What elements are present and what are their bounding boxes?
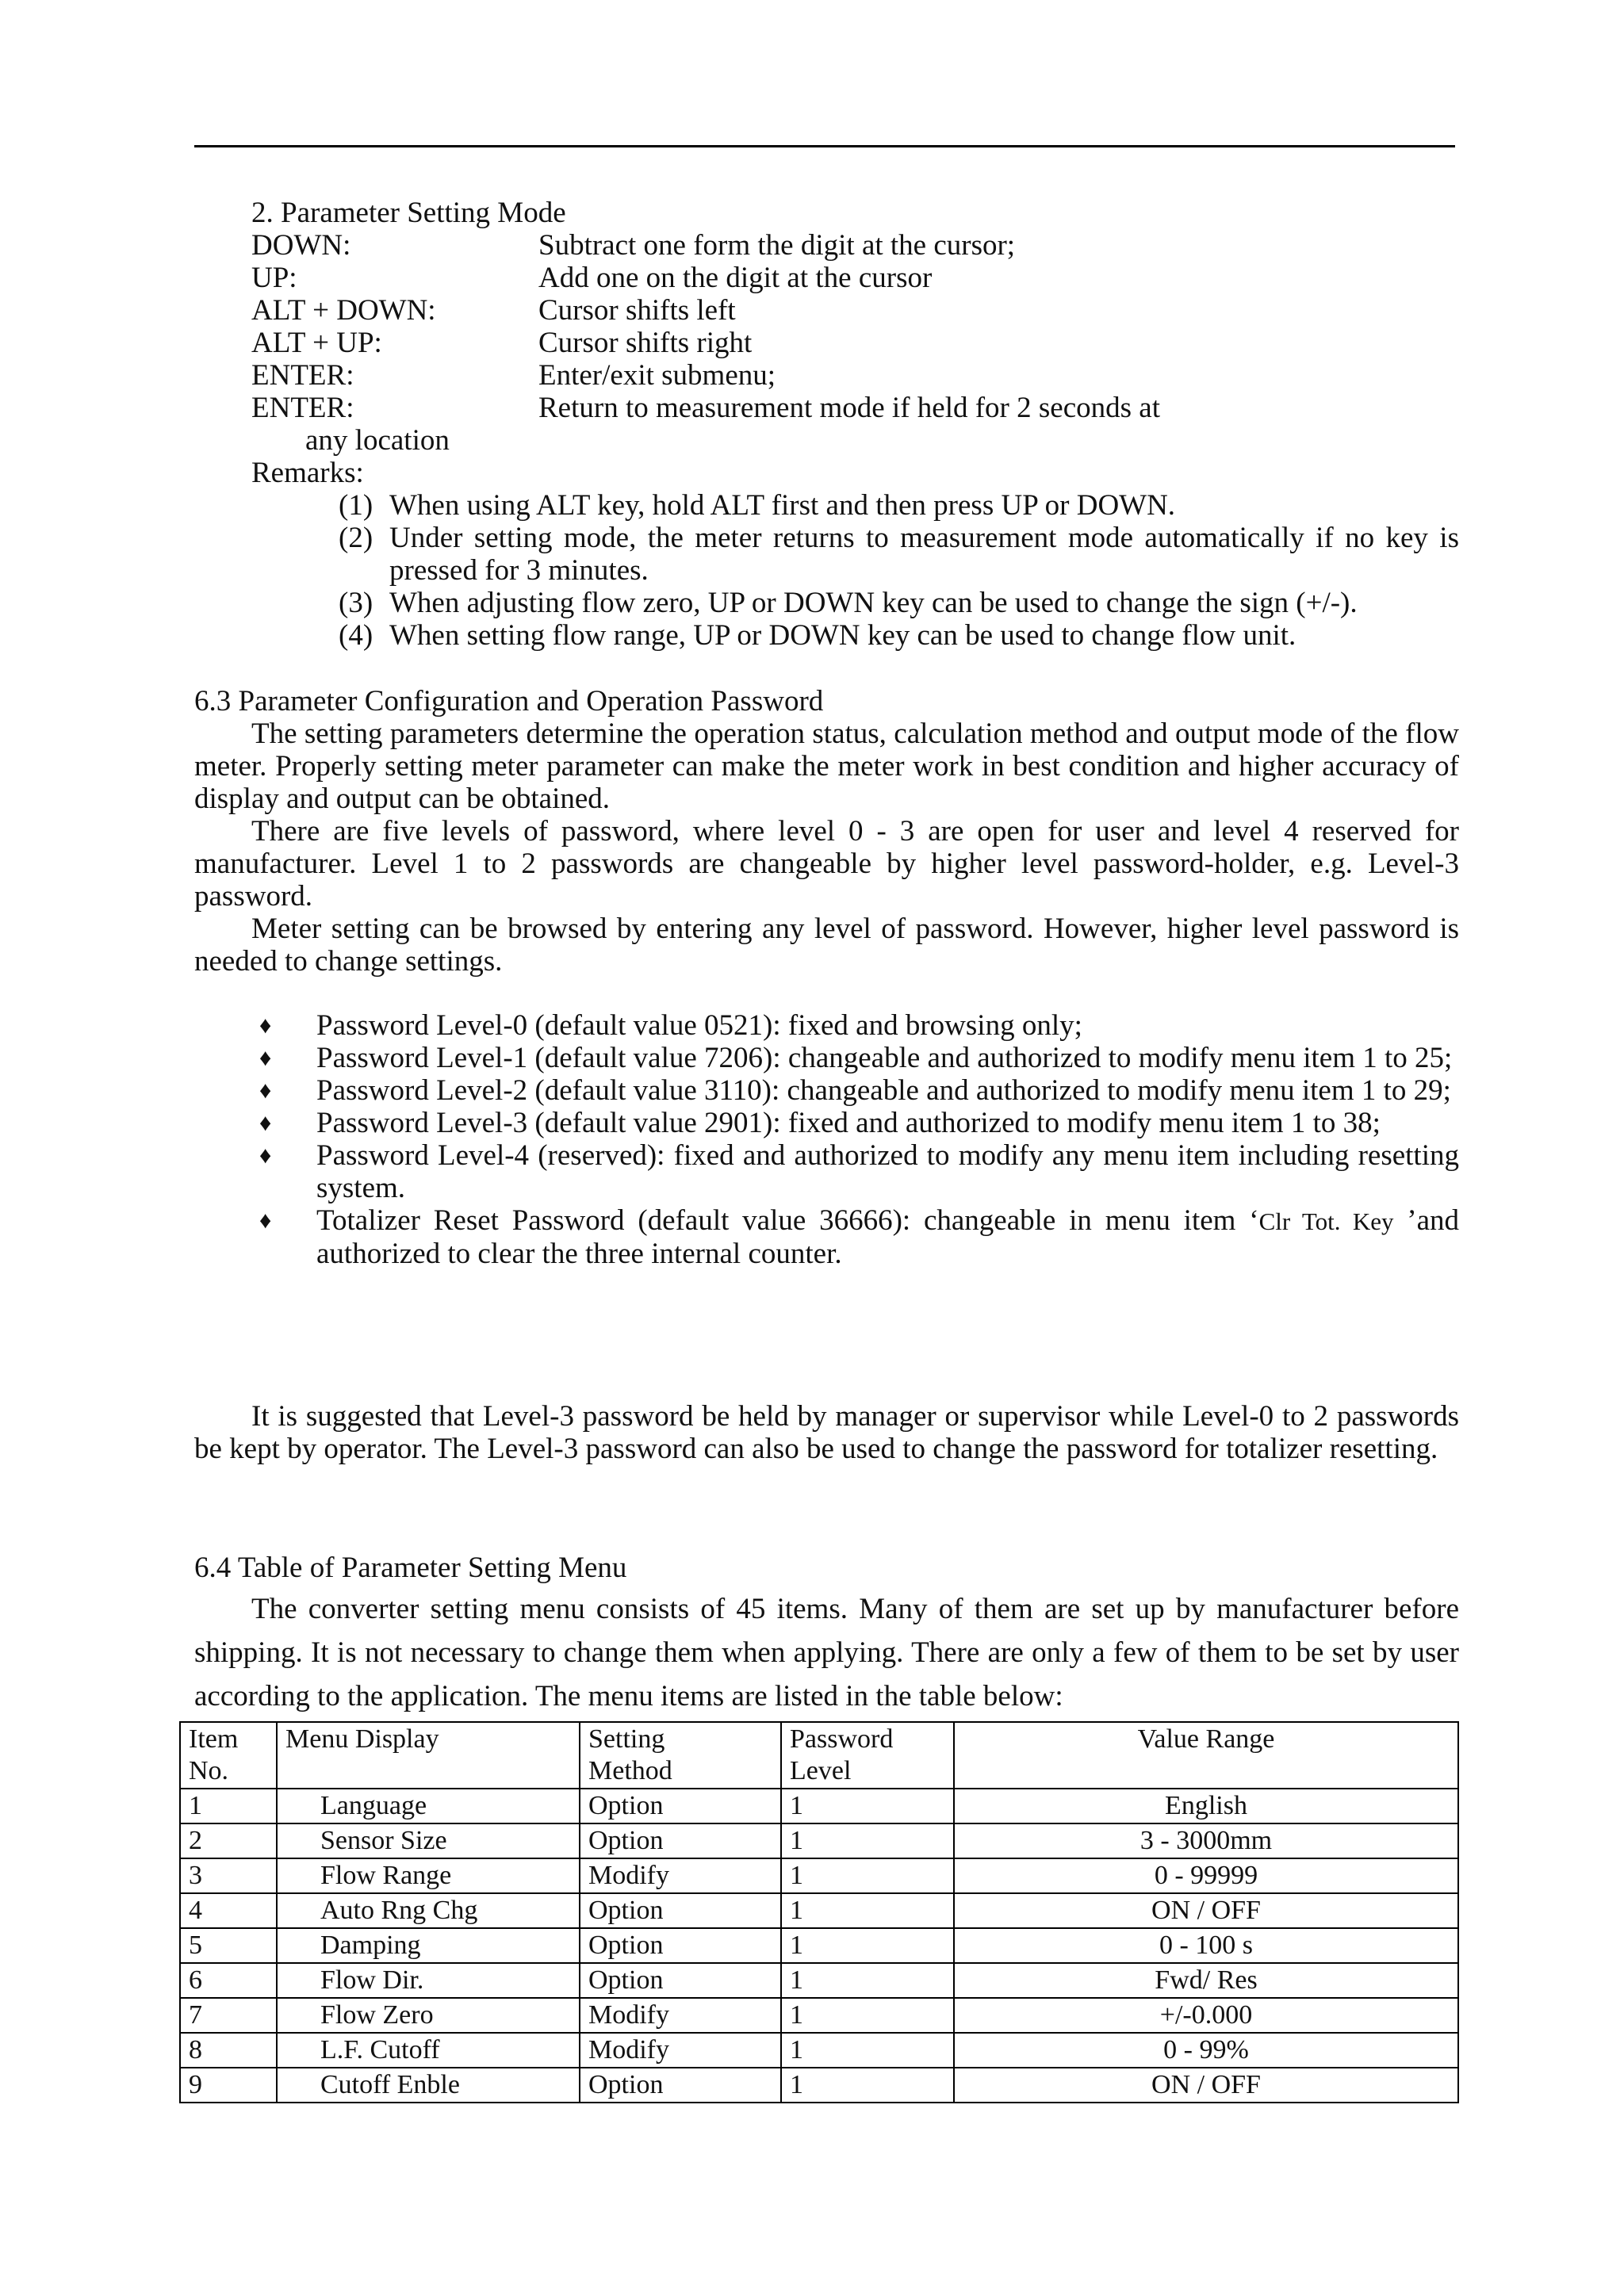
password-bullet [259,1107,1459,1139]
cell-menu-display: Language [277,1789,580,1823]
table-row [180,1823,1458,1858]
parameter-setting-mode [194,197,1459,652]
cell-password-level: 1 [781,1789,954,1823]
cell-password-level: 1 [781,1963,954,1998]
header-password-level [781,1722,954,1789]
cell-menu-display: Auto Rng Chg [277,1893,580,1928]
header-line: Method [588,1756,672,1785]
paragraph: The setting parameters determine the operation status, calculation method and output mode of the flow meter. Properly setting meter parameter can make the meter work in best condition and higher accuracy of display and output can be obtained. [194,718,1459,815]
header-setting-method [580,1722,781,1789]
key-continuation: any location [305,424,450,457]
remark-number: (4) [339,619,373,652]
bullet-text: Password Level-1 (default value 7206): changeable and authorized to modify menu item 1 to 25; [316,1042,1453,1074]
cell-password-level: 1 [781,1928,954,1963]
cell-menu-display: Flow Zero [277,1998,580,2033]
cell-password-level: 1 [781,1858,954,1893]
remark-text: When setting flow range, UP or DOWN key can be used to change flow unit. [389,619,1297,652]
cell-password-level: 1 [781,1893,954,1928]
key-name: ALT + UP: [251,327,382,359]
header-line: Password [790,1724,894,1754]
mode-heading: 2. Parameter Setting Mode [251,197,566,229]
key-name: UP: [251,262,297,294]
header-menu-display [277,1722,580,1789]
cell-value-range: 0 - 99999 [954,1858,1458,1893]
key-description: Cursor shifts right [538,327,753,359]
cell-setting-method: Option [580,1789,781,1823]
remark-item [339,522,1459,587]
password-list [194,1009,1459,1270]
cell-setting-method: Modify [580,1998,781,2033]
parameter-menu-table [179,1721,1459,2103]
bullet-text-after: ’and authorized to clear the three internal counter. [316,1204,1459,1270]
remark-text: When adjusting flow zero, UP or DOWN key can be used to change the sign (+/-). [389,587,1358,619]
cell-menu-display: Sensor Size [277,1823,580,1858]
cell-menu-display: Cutoff Enble [277,2068,580,2103]
paragraph: Meter setting can be browsed by entering any level of password. However, higher level password is needed to change settings. [194,913,1459,978]
diamond-bullet-icon: ♦ [259,1110,272,1136]
cell-menu-display: Damping [277,1928,580,1963]
bullet-text: Password Level-0 (default value 0521): fixed and browsing only; [316,1009,1082,1042]
key-row [251,359,1459,392]
remark-item [339,587,1459,619]
remark-item [339,619,1459,652]
password-bullet [259,1139,1459,1204]
cell-setting-method: Option [580,1963,781,1998]
table-row [180,1998,1458,2033]
bullet-text: Password Level-2 (default value 3110): changeable and authorized to modify menu item 1 to 29; [316,1074,1451,1107]
cell-item-no: 9 [180,2068,277,2103]
key-description: Subtract one form the digit at the cursor; [538,229,1016,262]
key-row [251,262,1459,294]
cell-item-no: 4 [180,1893,277,1928]
cell-item-no: 3 [180,1858,277,1893]
header-line: Item [189,1724,239,1754]
bullet-text: Password Level-3 (default value 2901): fixed and authorized to modify menu item 1 to 38; [316,1107,1381,1139]
cell-item-no: 7 [180,1998,277,2033]
cell-value-range: 0 - 99% [954,2033,1458,2068]
menu-item-name: Clr Tot. Key [1258,1207,1394,1235]
closing-paragraph: It is suggested that Level-3 password be held by manager or supervisor while Level-0 to 2 passwords be kept by operator. The Level-3 password can also be used to change the password for totalizer resetting. [194,1400,1459,1465]
table-row [180,1963,1458,1998]
remark-number: (2) [339,522,373,554]
table-row [180,2033,1458,2068]
table-row [180,1858,1458,1893]
key-row [251,229,1459,262]
cell-value-range: Fwd/ Res [954,1963,1458,1998]
header-rule [194,145,1455,147]
cell-setting-method: Modify [580,1858,781,1893]
cell-password-level: 1 [781,1823,954,1858]
key-name: ALT + DOWN: [251,294,436,327]
diamond-bullet-icon: ♦ [259,1077,272,1104]
key-row [251,294,1459,327]
key-name: DOWN: [251,229,351,262]
header-line: Level [790,1756,852,1785]
remark-number: (1) [339,489,373,522]
cell-value-range: ON / OFF [954,2068,1458,2103]
diamond-bullet-icon: ♦ [259,1045,272,1071]
cell-menu-display: Flow Range [277,1858,580,1893]
bullet-text-before: Totalizer Reset Password (default value 36666): changeable in menu item ‘ [316,1204,1259,1237]
cell-value-range: English [954,1789,1458,1823]
cell-item-no: 6 [180,1963,277,1998]
section-6-3-heading: 6.3 Parameter Configuration and Operation Password [194,685,824,718]
bullet-text: Password Level-4 (reserved): fixed and authorized to modify any menu item including resetting system. [316,1139,1459,1204]
section-6-4-heading: 6.4 Table of Parameter Setting Menu [194,1552,627,1584]
remark-text: When using ALT key, hold ALT first and then press UP or DOWN. [389,489,1176,522]
header-value-range [954,1722,1458,1789]
paragraph: There are five levels of password, where level 0 - 3 are open for user and level 4 reserved for manufacturer. Level 1 to 2 passwords are changeable by higher level password-holder, e.g. Level-3 password. [194,815,1459,913]
cell-value-range: +/-0.000 [954,1998,1458,2033]
table-row [180,1789,1458,1823]
cell-setting-method: Option [580,1823,781,1858]
diamond-bullet-icon: ♦ [259,1012,272,1039]
section-6-4 [194,1552,1459,1718]
header-line: Menu Display [285,1724,439,1754]
cell-item-no: 2 [180,1823,277,1858]
key-name: ENTER: [251,359,354,392]
table-intro: The converter setting menu consists of 45 items. Many of them are set up by manufacturer before shipping. It is not necessary to change them when applying. There are only a few of them to be set by user according to the application. The menu items are listed in the table below: [194,1593,1459,1712]
password-bullet [259,1204,1459,1270]
cell-password-level: 1 [781,2033,954,2068]
table-row [180,1928,1458,1963]
cell-password-level: 1 [781,2068,954,2103]
header-item-no [180,1722,277,1789]
cell-password-level: 1 [781,1998,954,2033]
bullet-text [316,1204,1459,1270]
remarks-label: Remarks: [251,457,364,489]
diamond-bullet-icon: ♦ [259,1142,272,1169]
password-bullet [259,1009,1459,1042]
section-6-3 [194,685,1459,978]
cell-menu-display: Flow Dir. [277,1963,580,1998]
password-bullet [259,1074,1459,1107]
table-row [180,2068,1458,2103]
key-description: Cursor shifts left [538,294,736,327]
table-header-row [180,1722,1458,1789]
cell-setting-method: Modify [580,2033,781,2068]
cell-value-range: 0 - 100 s [954,1928,1458,1963]
header-line: Value Range [1137,1724,1275,1754]
cell-value-range: 3 - 3000mm [954,1823,1458,1858]
key-description: Return to measurement mode if held for 2 seconds at [538,392,1160,424]
password-bullet [259,1042,1459,1074]
cell-item-no: 8 [180,2033,277,2068]
header-line: No. [189,1756,229,1785]
cell-value-range: ON / OFF [954,1893,1458,1928]
cell-item-no: 5 [180,1928,277,1963]
table-row [180,1893,1458,1928]
cell-setting-method: Option [580,1893,781,1928]
cell-item-no: 1 [180,1789,277,1823]
key-name: ENTER: [251,392,354,424]
key-row [251,327,1459,359]
cell-setting-method: Option [580,2068,781,2103]
remark-text: Under setting mode, the meter returns to measurement mode automatically if no key is pressed for 3 minutes. [389,522,1459,587]
header-line: Setting [588,1724,665,1754]
remark-number: (3) [339,587,373,619]
remark-item [339,489,1459,522]
key-description: Add one on the digit at the cursor [538,262,933,294]
key-description: Enter/exit submenu; [538,359,776,392]
cell-menu-display: L.F. Cutoff [277,2033,580,2068]
diamond-bullet-icon: ♦ [259,1207,272,1234]
key-row [251,392,1459,424]
cell-setting-method: Option [580,1928,781,1963]
